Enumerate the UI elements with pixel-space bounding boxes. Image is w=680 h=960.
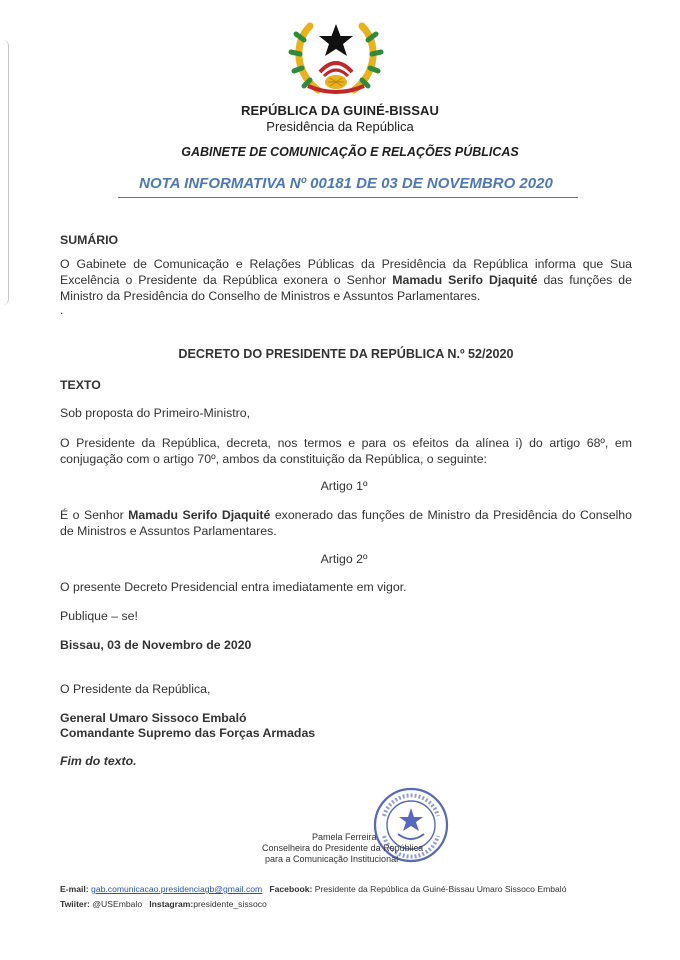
article1-prefix: É o Senhor: [60, 508, 129, 522]
proposal-line: Sob proposta do Primeiro-Ministro,: [60, 406, 250, 420]
signatory-name: Pamela Ferreira: [312, 832, 377, 842]
article1-title: Artigo 1º: [320, 479, 368, 493]
signer-title: Comandante Supremo das Forças Armadas: [60, 726, 316, 740]
footer-contacts-line1: [60, 884, 567, 894]
summary-person-name: Mamadu Serifo Djaquité: [392, 273, 538, 287]
instagram-value: presidente_sissoco: [193, 899, 267, 909]
twitter-value: @USEmbalo: [92, 899, 143, 909]
facebook-value: Presidente da República da Guiné-Bissau Umaro Sissoco Embaló: [314, 884, 567, 894]
text-heading: TEXTO: [60, 378, 101, 392]
signatory-role-1: Conselheira do Presidente da República: [262, 843, 424, 853]
signer-name: General Umaro Sissoco Embaló: [60, 711, 247, 725]
summary-heading: SUMÁRIO: [60, 233, 119, 247]
article1-rest: exonerado das funções de Ministro da Presidência do Conselho de Ministros e Assuntos Parlamentares.: [60, 508, 632, 538]
end-of-text: Fim do texto.: [60, 754, 137, 768]
summary-dot: .: [60, 303, 64, 317]
facebook-label: Facebook:: [269, 884, 313, 894]
republic-name: REPÚBLICA DA GUINÉ-BISSAU: [241, 103, 439, 118]
page-edge-decoration: [0, 40, 9, 305]
article2-text: O presente Decreto Presidencial entra imediatamente em vigor.: [60, 580, 407, 594]
summary-paragraph: [60, 256, 632, 304]
preamble-paragraph: O Presidente da República, decreta, nos termos e para os efeitos da alínea i) do artigo 68º, em conjugação com o artigo 70º, ambos da constituição da República, o seguinte:: [60, 436, 632, 466]
president-label: O Presidente da República,: [60, 682, 211, 696]
publish-line: Publique – se!: [60, 609, 138, 623]
summary-text-after: das funções de Ministro da Presidência do Conselho de Ministros e Assuntos Parlamentares.: [60, 273, 632, 303]
title-underline: [118, 197, 578, 198]
place-date: Bissau, 03 de Novembro de 2020: [60, 638, 252, 652]
office-name: GABINETE DE COMUNICAÇÃO E RELAÇÕES PÚBLICAS: [181, 145, 519, 159]
footer-contacts-line2: [60, 899, 267, 909]
twitter-label: Twiiter:: [60, 899, 90, 909]
signatory-role-2: para a Comunicação Institucional: [265, 854, 399, 864]
email-label: E-mail:: [60, 884, 89, 894]
instagram-label: Instagram:: [149, 899, 194, 909]
summary-text-before: O Gabinete de Comunicação e Relações Públicas da Presidência da República informa que Sua Excelência o Presidente da República exonera o Senhor: [60, 257, 632, 287]
article1-paragraph: [60, 507, 632, 539]
email-link[interactable]: gab.comunicacao.presidenciagb@gmail.com: [91, 884, 263, 894]
article1-person-name: Mamadu Serifo Djaquité: [128, 508, 271, 522]
coat-of-arms-icon: [288, 14, 384, 100]
note-title: NOTA INFORMATIVA Nº 00181 DE 03 DE NOVEMBRO 2020: [139, 175, 553, 192]
article2-title: Artigo 2º: [320, 552, 368, 566]
decree-title: DECRETO DO PRESIDENTE DA REPÚBLICA N.º 52/2020: [178, 347, 514, 361]
presidency-name: Presidência da República: [266, 119, 414, 134]
